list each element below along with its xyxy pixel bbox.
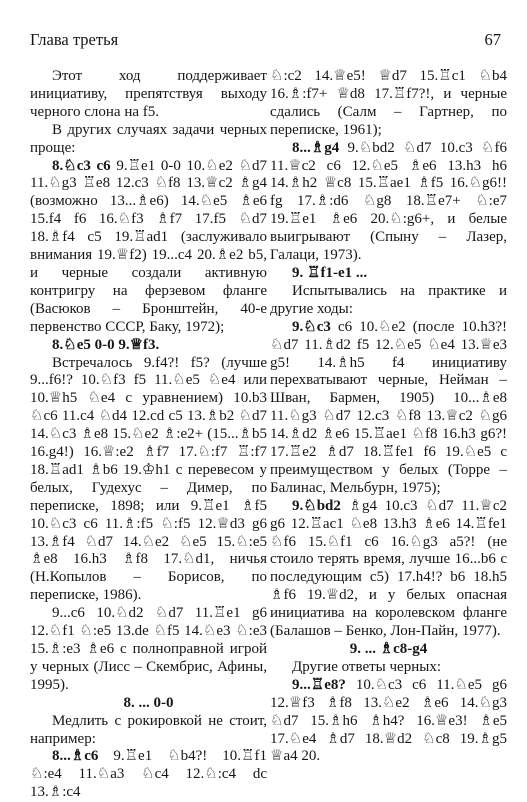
paragraph	[30, 748, 267, 802]
page-header	[24, 30, 501, 50]
paragraph-text: 10.♘c3 c6 11.♘e5 g6 12.♕f3 ♗f8 13.♘e2 ♗e6 14.♘g3 ♘d7 15.♗h6 ♗h4? 16.♕e3! ♗e5 17.♘e4 ♗d7 18.♕d2 ♘c8 19.♗g5 ♕a4 20.	[270, 676, 507, 765]
move-lead: 9...♖e8?	[292, 676, 346, 693]
paragraph	[30, 713, 267, 749]
paragraph-text: Медлить с рокировкой не стоит, например:	[30, 712, 267, 747]
paragraph	[270, 283, 507, 319]
paragraph	[270, 498, 507, 641]
paragraph-text: 9.♖e1 0-0 10.♘e2 ♘d7 11.♘g3 ♖e8 12.c3 ♘f8 13.♕c2 ♗g4 (возможно 13...♗e6) 14.♘e5 ♗e6 15.f4 f6 16.♘f3 ♗f7 17.f5 ♘d7 18.♗f4 c5 19.♖ad1 (заслуживало внимания 19.♕f2) 19...c4 20.♗e2 b5, и черные создали активную контригру на ферзевом фланге (Васюков – Бронштейн, 40-е первенство СССР, Баку, 1972);	[30, 157, 268, 335]
paragraph	[30, 337, 267, 355]
paragraph-text: ♗g4 10.c3 ♘d7 11.♕c2 g6 12.♖ac1 ♘e8 13.h3 ♗e6 14.♖fe1 ♘f6 15.♘f1 c6 16.♘g3 a5?! (не стоило терять время, лучше 16...b6 с последующим c5) 17.h4!? b6 18.h5 ♗f6 19.♕d2, и у белых опасная инициатива на королевском фланге (Балашов – Бенко, Лон-Пайн, 1977).	[270, 497, 507, 640]
chapter-title: Глава третья	[30, 30, 119, 49]
paragraph	[30, 122, 267, 158]
paragraph	[30, 68, 267, 122]
right-column	[270, 68, 507, 766]
move-lead: 9. ... ♗c8-g4	[349, 641, 428, 657]
move-lead: 8.♘e5 0-0 9.♕f3.	[52, 336, 160, 353]
paragraph	[270, 677, 507, 767]
paragraph	[30, 605, 267, 695]
paragraph	[270, 319, 507, 498]
paragraph-text: Встречалось 9.f4?! f5? (лучше 9...f6!? 10.♘f3 f5 11.♘e5 ♘e4 или 10.♕h5 ♘e4 с уравнением) 10.b3 ♘c6 11.c4 ♘d4 12.cd c5 13.♗b2 ♘d7 14.♘c3 ♗e8 15.♘e2 ♗:e2+ (15...♗b5 16.g4!) 16.♕:e2 ♗f7 17.♘:f7 ♖:f7 18.♖ad1 ♗b6 19.♔h1 с перевесом у белых, Гудехус – Димер, по переписке, 1898; или 9.♖e1 ♗f5 10.♘c3 c6 11.♗:f5 ♘:f5 12.♕d3 g6 13.♗f4 ♘d7 14.♘e2 ♘e5 15.♘:e5 ♗e8 16.h3 ♗f8 17.♘d1, ничья (Н.Копылов – Борисов, по переписке, 1986).	[30, 354, 267, 604]
page-number: 67	[484, 30, 501, 49]
paragraph-text: Этот ход поддерживает инициативу, препятствуя выходу черного слона на f5.	[30, 68, 267, 120]
paragraph	[270, 265, 507, 283]
left-column	[30, 68, 267, 802]
paragraph	[30, 158, 267, 337]
paragraph	[270, 68, 507, 140]
move-lead: 8. ... 0-0	[123, 694, 174, 711]
paragraph-text: 9.♘bd2 ♘d7 10.c3 ♘f6 11.♕c2 c6 12.♘e5 ♗e6 13.h3 h6 14.♗h2 ♕c8 15.♖ae1 ♗f5 16.♘g6!! fg 17.♗:d6 ♘g8 18.♖e7+ ♘:e7 19.♖e1 ♗e6 20.♘:g6+, и белые выигрывают (Спыну – Лазер, Галаци, 1973).	[270, 139, 507, 264]
paragraph	[30, 695, 267, 713]
paragraph-text: ♘:c2 14.♕e5! ♕d7 15.♖c1 ♘b4 16.♗:f7+ ♕d8 17.♖f7?!, и черные сдались (Салм – Гартнер, по переписке, 1961);	[270, 68, 507, 138]
paragraph	[270, 659, 507, 677]
move-lead: 9.♘c3	[292, 318, 331, 335]
paragraph-text: В других случаях задачи черных проще:	[30, 121, 267, 156]
paragraph-text: c6 10.♘e2 (после 10.h3?! ♘d7 11.♗d2 f5 12.♘e5 ♘e4 13.♕e3 g5! 14.♗h5 f4 инициативу перехватывают черные, Нейман – Шван, Бармен, 1905) 10...♗e8 11.♘g3 ♘d7 12.c3 ♘f8 13.♕c2 ♘g6 14.♗d2 ♗e6 15.♖ae1 ♘f8 16.h3 g6?! 17.♖e2 ♗d7 18.♖fe1 f6 19.♘e5 с преимуществом у белых (Торре – Балинас, Мельбурн, 1975);	[270, 318, 507, 496]
paragraph	[270, 140, 507, 265]
paragraph	[270, 641, 507, 659]
move-lead: 9. ♖f1-e1 ...	[292, 264, 368, 281]
paragraph-text: Другие ответы черных:	[292, 658, 441, 675]
paragraph	[30, 355, 267, 606]
move-lead: 9.♘bd2	[292, 497, 341, 514]
paragraph-text: 9.♖e1 ♘b4?! 10.♖f1 ♘:e4 11.♘a3 ♘c4 12.♘:c4 dc 13.♗:c4	[30, 748, 267, 801]
paragraph-text: Испытывались на практике и другие ходы:	[270, 282, 507, 317]
move-lead: 8.♘c3 c6	[52, 157, 111, 174]
paragraph-text: 9...c6 10.♘d2 ♘d7 11.♖e1 g6 12.♘f1 ♘:e5 13.de ♘f5 14.♘e3 ♘:e3 15.♗:e3 ♗e6 с полноправной игрой у черных (Лисс – Скембрис, Афины, 1995).	[30, 605, 267, 693]
move-lead: 8...♗g4	[292, 139, 340, 156]
move-lead: 8...♗c6	[52, 748, 99, 765]
